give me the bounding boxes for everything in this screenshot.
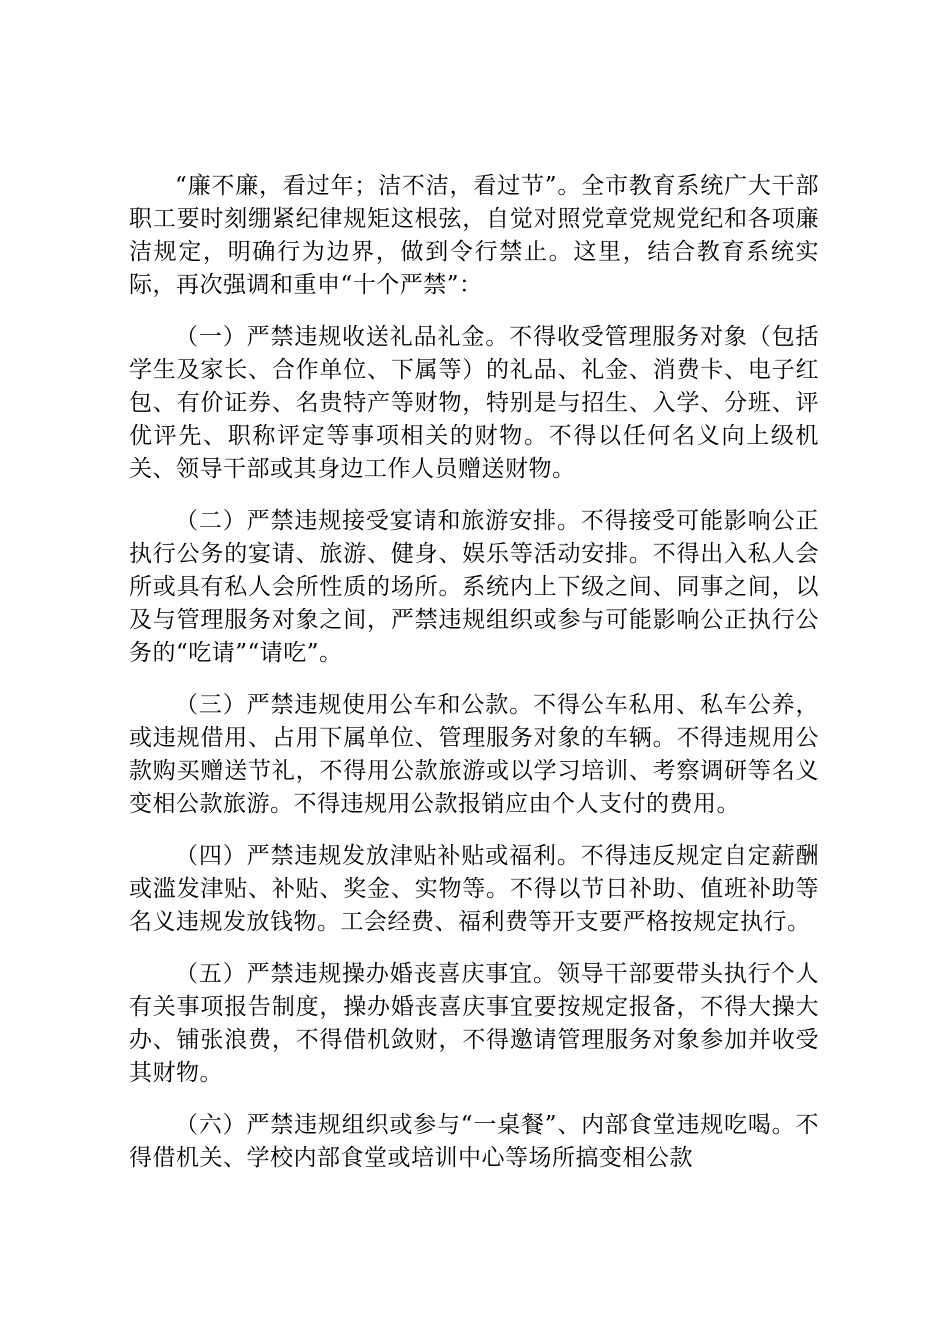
document-body xyxy=(129,170,819,1194)
rule-1-paragraph: （一）严禁违规收送礼品礼金。不得收受管理服务对象（包括学生及家长、合作单位、下属等）的礼品、礼金、消费卡、电子红包、有价证券、名贵特产等财物，特别是与招生、入学、分班、评优评先、职称评定等事项相关的财物。不得以任何名义向上级机关、领导干部或其身边工作人员赠送财物。 xyxy=(129,324,819,482)
rule-4-paragraph: （四）严禁违规发放津贴补贴或福利。不得违反规定自定薪酬或滥发津贴、补贴、奖金、实物等。不得以节日补助、值班补助等名义违规发放钱物。工会经费、福利费等开支要严格按规定执行。 xyxy=(129,843,819,935)
rule-6-paragraph: （六）严禁违规组织或参与“一桌餐”、内部食堂违规吃喝。不得借机关、学校内部食堂或培训中心等场所搞变相公款 xyxy=(129,1112,819,1171)
intro-paragraph: “廉不廉，看过年；洁不洁，看过节”。全市教育系统广大干部职工要时刻绷紧纪律规矩这根弦，自觉对照党章党规党纪和各项廉洁规定，明确行为边界，做到令行禁止。这里，结合教育系统实际，再次强调和重申“十个严禁”： xyxy=(129,173,819,298)
rule-5-paragraph: （五）严禁违规操办婚丧喜庆事宜。领导干部要带头执行个人有关事项报告制度，操办婚丧喜庆事宜要按规定报备，不得大操大办、铺张浪费，不得借机敛财，不得邀请管理服务对象参加并收受其财物。 xyxy=(129,961,819,1086)
rule-2-paragraph: （二）严禁违规接受宴请和旅游安排。不得接受可能影响公正执行公务的宴请、旅游、健身、娱乐等活动安排。不得出入私人会所或具有私人会所性质的场所。系统内上下级之间、同事之间，以及与管理服务对象之间，严禁违规组织或参与可能影响公正执行公务的“吃请”“请吃”。 xyxy=(129,508,819,666)
rule-3-paragraph: （三）严禁违规使用公车和公款。不得公车私用、私车公养，或违规借用、占用下属单位、管理服务对象的车辆。不得违规用公款购买赠送节礼，不得用公款旅游或以学习培训、考察调研等名义变相公款旅游。不得违规用公款报销应由个人支付的费用。 xyxy=(129,692,819,817)
